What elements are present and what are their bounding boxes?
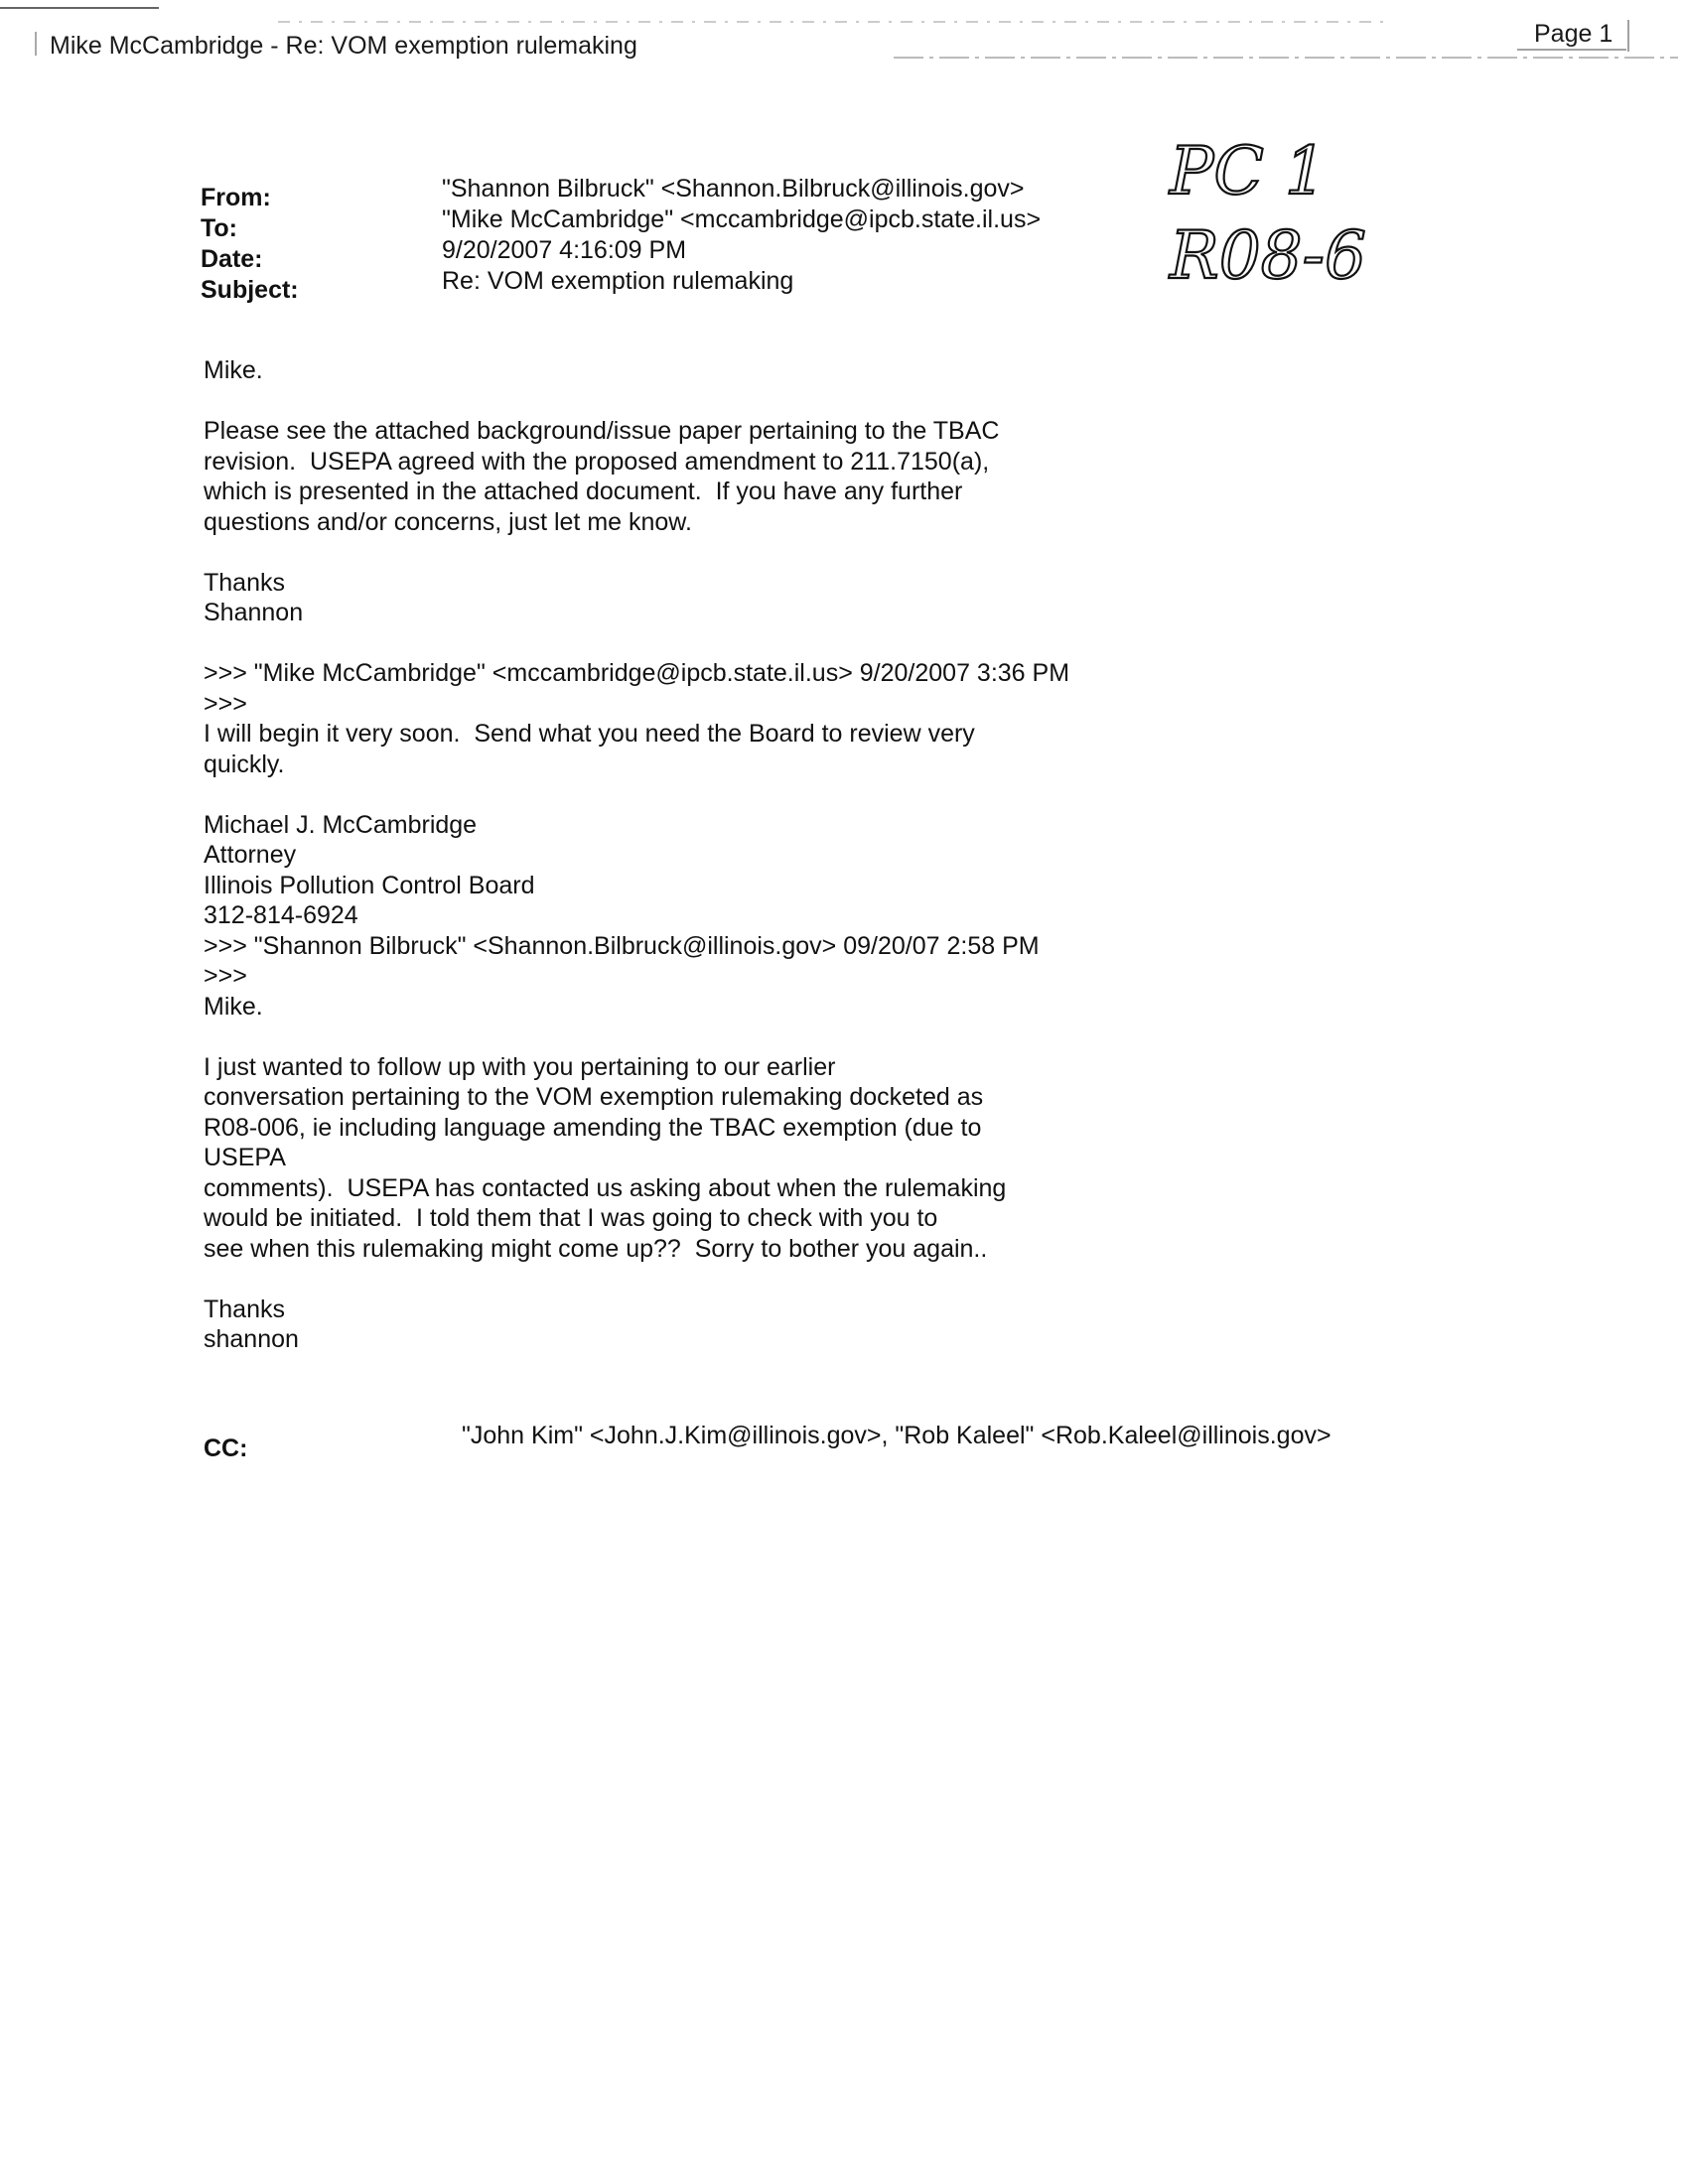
- subject-label: Subject:: [201, 276, 299, 304]
- date-label: Date:: [201, 245, 263, 273]
- handwritten-annotation: [1162, 129, 1420, 308]
- message-body: Mike. Please see the attached background/issue paper pertaining to the TBAC revision. USEPA agreed with the proposed amendment to 211.7150(a), which is presented in the attached document. If you have any further questions and/or concerns, just let me know. Thanks Shannon >>> "Mike McCambridge" <mccambridge@ipcb.state.il.us> 9/20/2007 3:36 PM >>> I will begin it very soon. Send what you need the Board to review very quickly. Michael J. McCambridge Attorney Illinois Pollution Control Board 312-814-6924 >>> "Shannon Bilbruck" <Shannon.Bilbruck@illinois.gov> 09/20/07 2:58 PM >>> Mike. I just wanted to follow up with you pertaining to our earlier conversation pertaining to the VOM exemption rulemaking docketed as R08-006, ie including language amending the TBAC exemption (due to USEPA comments). USEPA has contacted us asking about when the rulemaking would be initiated. I told them that I was going to check with you to see when this rulemaking might come up?? Sorry to bother you again.. Thanks shannon: [204, 356, 1070, 1353]
- to-label: To:: [201, 214, 238, 242]
- date-value: 9/20/2007 4:16:09 PM: [442, 236, 687, 264]
- subject-value: Re: VOM exemption rulemaking: [442, 267, 794, 295]
- cc-label: CC:: [204, 1434, 248, 1462]
- cc-value: "John Kim" <John.J.Kim@illinois.gov>, "Rob Kaleel" <Rob.Kaleel@illinois.gov>: [462, 1422, 1332, 1449]
- to-value: "Mike McCambridge" <mccambridge@ipcb.state.il.us>: [442, 205, 1042, 233]
- page-number-label: Page 1: [1534, 20, 1614, 48]
- handwritten-line-2: R08-6: [1170, 217, 1366, 294]
- handwritten-line-1: PC 1: [1170, 133, 1327, 209]
- from-label: From:: [201, 184, 271, 211]
- document-title: Mike McCambridge - Re: VOM exemption rulemaking: [50, 32, 637, 60]
- from-value: "Shannon Bilbruck" <Shannon.Bilbruck@illinois.gov>: [442, 175, 1025, 203]
